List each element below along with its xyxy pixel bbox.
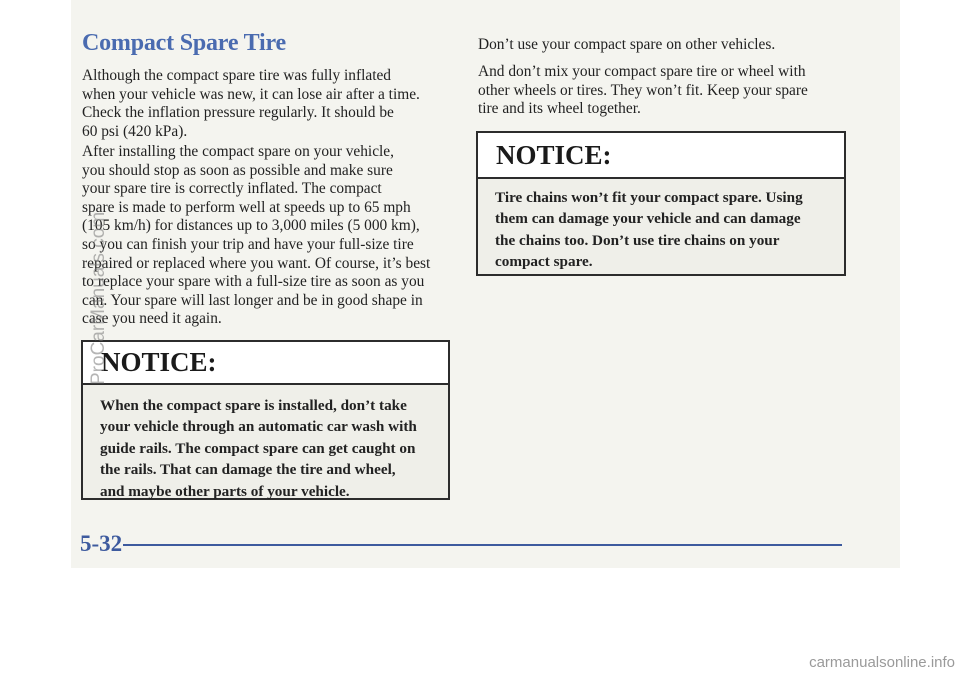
- side-watermark: ProCarManuals.com: [88, 211, 109, 385]
- spare-usage-paragraph: After installing the compact spare on your vehicle, you should stop as soon as possible and make sure your spare tire is correctly inflated. The compact spare is made to perform well at speeds up to 65 mph (105 km/h) for distances up to 3,000 miles (5 000 km), so you can finish your trip and have your full-size tire repaired or replaced where you want. Of course, it’s best to replace your spare with a full-size tire as soon as you can. Your spare will last longer and be in good shape in case you need it again.: [82, 143, 431, 328]
- footer-rule: [123, 544, 842, 546]
- other-vehicles-paragraph: Don’t use your compact spare on other vehicles.: [478, 36, 776, 53]
- bottom-watermark-link[interactable]: carmanualsonline.info: [809, 654, 955, 671]
- car-wash-notice-heading: NOTICE:: [83, 342, 448, 385]
- car-wash-notice-text: When the compact spare is installed, don’t take your vehicle through an automatic car wash with guide rails. The compact spare can get caught on the rails. That can damage the tire and wheel, and maybe other parts of your vehicle.: [83, 385, 448, 498]
- tire-chains-notice-heading: NOTICE:: [478, 133, 844, 179]
- inflation-paragraph: Although the compact spare tire was fully inflated when your vehicle was new, it can lose air after a time. Check the inflation pressure regularly. It should be 60 psi (420 kPa).: [82, 67, 420, 140]
- tire-chains-notice-box: [476, 131, 846, 276]
- section-title: Compact Spare Tire: [82, 30, 286, 56]
- tire-chains-notice-text: Tire chains won’t fit your compact spare. Using them can damage your vehicle and can damage the chains too. Don’t use tire chains on your compact spare.: [478, 179, 844, 274]
- car-wash-notice-box: [81, 340, 450, 500]
- page-number: 5-32: [80, 531, 123, 556]
- mixing-wheels-paragraph: And don’t mix your compact spare tire or wheel with other wheels or tires. They won’t fit. Keep your spare tire and its wheel together.: [478, 63, 808, 118]
